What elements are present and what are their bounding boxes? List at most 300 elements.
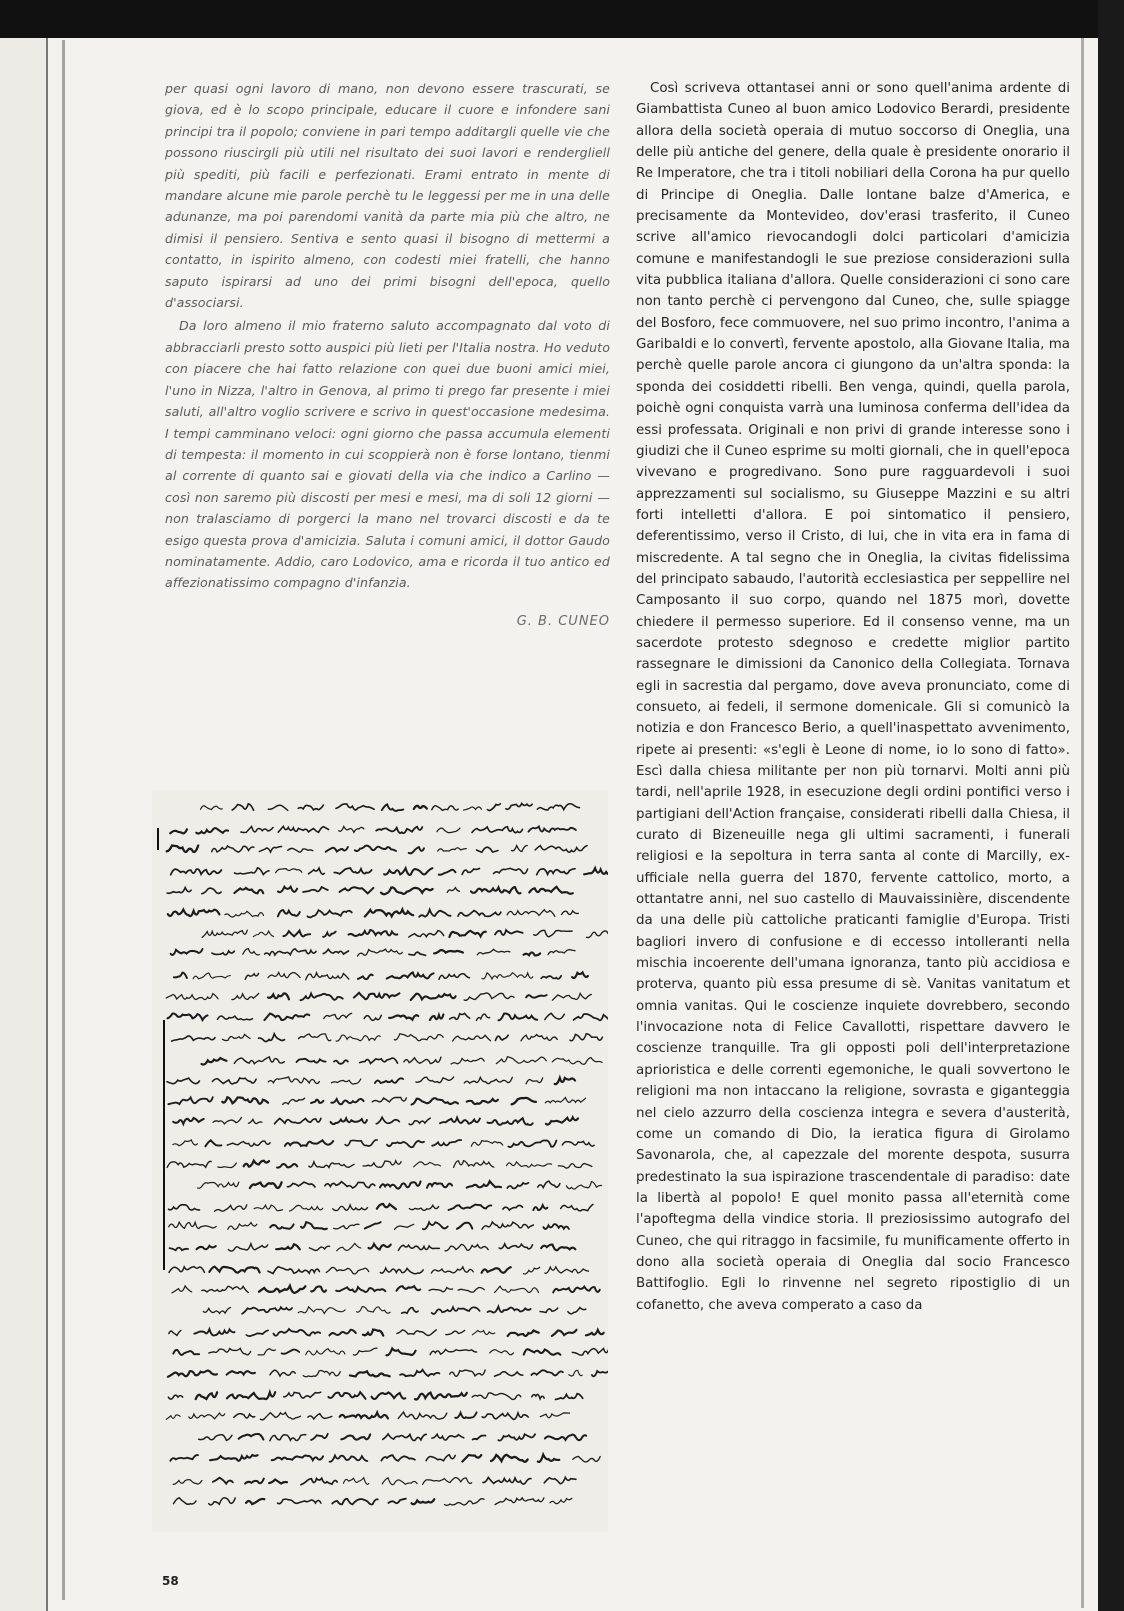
handwriting-stroke bbox=[173, 1140, 198, 1146]
handwriting-stroke bbox=[309, 868, 325, 874]
handwriting-stroke bbox=[170, 1248, 189, 1251]
handwriting-stroke bbox=[169, 1205, 200, 1210]
handwriting-stroke bbox=[345, 1140, 377, 1146]
handwriting-stroke bbox=[169, 1330, 181, 1335]
handwriting-stroke bbox=[546, 1117, 578, 1124]
handwriting-stroke bbox=[569, 1370, 582, 1376]
handwriting-stroke bbox=[545, 1267, 589, 1273]
handwriting-stroke bbox=[446, 1330, 465, 1334]
handwriting-stroke bbox=[511, 845, 527, 851]
handwriting-stroke bbox=[336, 1287, 385, 1292]
handwriting-stroke bbox=[170, 1455, 198, 1461]
handwriting-stroke bbox=[193, 973, 230, 979]
handwriting-stroke bbox=[275, 1118, 321, 1123]
handwriting-stroke bbox=[227, 1141, 270, 1146]
handwriting-stroke bbox=[572, 1348, 608, 1355]
handwriting-stroke bbox=[227, 1371, 255, 1375]
handwriting-stroke bbox=[298, 1034, 331, 1041]
letter-transcription bbox=[165, 78, 610, 629]
handwriting-stroke bbox=[284, 1392, 321, 1398]
handwriting-stroke bbox=[202, 1286, 249, 1292]
handwriting-stroke bbox=[287, 1182, 315, 1187]
handwriting-stroke bbox=[173, 1118, 204, 1124]
handwriting-stroke bbox=[477, 847, 499, 852]
handwriting-stroke bbox=[336, 804, 374, 810]
handwriting-stroke bbox=[324, 1013, 352, 1019]
handwriting-stroke bbox=[365, 1222, 381, 1228]
handwriting-stroke bbox=[431, 1267, 473, 1273]
handwriting-stroke bbox=[432, 1307, 480, 1314]
handwriting-stroke bbox=[521, 1035, 557, 1041]
handwriting-stroke bbox=[343, 1478, 368, 1485]
handwriting-stroke bbox=[297, 1059, 326, 1063]
handwriting-stroke bbox=[471, 887, 521, 893]
handwriting-stroke bbox=[592, 1370, 608, 1376]
handwriting-stroke bbox=[282, 1349, 300, 1353]
scan-left-border bbox=[0, 38, 48, 1611]
handwriting-stroke bbox=[415, 1393, 467, 1400]
handwriting-stroke bbox=[202, 930, 247, 937]
handwriting-stroke bbox=[363, 1330, 383, 1336]
handwriting-stroke bbox=[562, 911, 579, 915]
handwriting-stroke bbox=[331, 1118, 368, 1124]
handwriting-stroke bbox=[394, 1034, 443, 1041]
handwriting-stroke bbox=[432, 1140, 461, 1146]
handwriting-stroke bbox=[358, 949, 403, 956]
handwriting-stroke bbox=[340, 1413, 388, 1419]
handwriting-stroke bbox=[278, 1499, 321, 1504]
handwriting-stroke bbox=[254, 1205, 283, 1211]
handwriting-stroke bbox=[531, 1370, 563, 1375]
handwriting-stroke bbox=[213, 1478, 233, 1484]
handwriting-stroke bbox=[259, 1034, 285, 1042]
handwriting-stroke bbox=[212, 1078, 256, 1084]
handwriting-stroke bbox=[198, 1182, 239, 1188]
handwriting-stroke bbox=[572, 973, 588, 979]
handwriting-stroke bbox=[423, 1222, 448, 1229]
handwriting-stroke bbox=[222, 1034, 250, 1040]
handwriting-stroke bbox=[241, 827, 273, 833]
handwriting-stroke bbox=[265, 949, 316, 955]
handwriting-stroke bbox=[499, 1013, 538, 1020]
handwriting-stroke bbox=[499, 1244, 532, 1249]
handwriting-stroke bbox=[430, 1349, 477, 1354]
binding-edge bbox=[62, 40, 65, 1600]
handwriting-stroke bbox=[381, 1455, 415, 1461]
handwriting-stroke bbox=[358, 975, 373, 980]
handwriting-stroke bbox=[397, 1330, 436, 1336]
handwriting-stroke bbox=[402, 1308, 418, 1314]
handwriting-stroke bbox=[172, 1036, 215, 1041]
handwriting-stroke bbox=[495, 1498, 544, 1505]
handwriting-stroke bbox=[213, 1117, 242, 1124]
handwriting-stroke bbox=[364, 1015, 381, 1020]
handwriting-stroke bbox=[332, 1499, 378, 1505]
handwriting-stroke bbox=[268, 972, 300, 977]
handwriting-stroke bbox=[215, 1205, 247, 1211]
handwriting-stroke bbox=[365, 910, 413, 917]
handwriting-stroke bbox=[283, 1098, 305, 1104]
handwriting-stroke bbox=[283, 931, 310, 937]
handwriting-stroke bbox=[334, 1060, 348, 1064]
handwriting-stroke bbox=[429, 1288, 453, 1292]
handwriting-stroke bbox=[311, 1434, 328, 1440]
handwriting-stroke bbox=[507, 1183, 528, 1189]
handwriting-stroke bbox=[171, 949, 203, 955]
handwriting-stroke bbox=[301, 1478, 337, 1484]
handwriting-stroke bbox=[382, 804, 404, 811]
handwriting-stroke bbox=[482, 973, 533, 979]
handwriting-stroke bbox=[473, 1435, 486, 1439]
handwriting-stroke bbox=[269, 1480, 287, 1484]
handwriting-stroke bbox=[308, 1414, 332, 1419]
handwriting-stroke bbox=[309, 1246, 329, 1250]
handwriting-stroke bbox=[270, 1435, 306, 1441]
handwriting-stroke bbox=[307, 910, 351, 917]
handwriting-stroke bbox=[328, 1392, 365, 1399]
handwriting-stroke bbox=[169, 1222, 217, 1228]
handwriting-stroke bbox=[173, 1480, 202, 1485]
handwriting-stroke bbox=[409, 952, 426, 955]
handwriting-stroke bbox=[218, 1163, 237, 1168]
handwriting-stroke bbox=[495, 1372, 523, 1376]
handwriting-stroke bbox=[454, 1161, 494, 1168]
handwriting-stroke bbox=[288, 848, 313, 852]
handwriting-stroke bbox=[334, 1224, 359, 1229]
handwriting-stroke bbox=[303, 1370, 340, 1376]
handwriting-stroke bbox=[573, 1456, 600, 1462]
handwriting-stroke bbox=[268, 1267, 319, 1274]
handwriting-stroke bbox=[336, 1035, 380, 1041]
handwriting-stroke bbox=[437, 828, 460, 833]
handwriting-stroke bbox=[167, 888, 191, 894]
handwriting-stroke bbox=[250, 1182, 282, 1188]
handwriting-stroke bbox=[537, 804, 579, 810]
handwriting-stroke bbox=[201, 806, 223, 810]
handwriting-stroke bbox=[228, 1223, 257, 1230]
handwriting-stroke bbox=[245, 1479, 264, 1484]
handwriting-stroke bbox=[482, 1413, 528, 1419]
handwriting-stroke bbox=[495, 1286, 539, 1292]
handwriting-stroke bbox=[383, 1434, 427, 1441]
handwriting-stroke bbox=[273, 1329, 320, 1336]
handwriting-stroke bbox=[311, 1286, 326, 1291]
handwriting-stroke bbox=[439, 974, 470, 980]
handwriting-stroke bbox=[353, 1348, 377, 1355]
handwriting-stroke bbox=[414, 1162, 441, 1167]
handwriting-stroke bbox=[170, 829, 187, 833]
handwriting-stroke bbox=[450, 1013, 470, 1019]
handwriting-stroke bbox=[203, 1308, 230, 1314]
handwriting-stroke bbox=[290, 1205, 323, 1211]
handwriting-stroke bbox=[508, 1331, 539, 1337]
handwriting-stroke bbox=[574, 1014, 609, 1020]
handwriting-stroke bbox=[339, 827, 364, 833]
handwriting-stroke bbox=[246, 1330, 268, 1336]
handwriting-stroke bbox=[498, 1434, 535, 1440]
handwriting-stroke bbox=[372, 1097, 406, 1102]
handwriting-stroke bbox=[278, 826, 328, 832]
handwriting-stroke bbox=[462, 868, 479, 874]
handwriting-stroke bbox=[285, 1140, 333, 1146]
handwriting-stroke bbox=[496, 1035, 509, 1040]
handwriting-stroke bbox=[270, 1370, 295, 1376]
handwriting-stroke bbox=[400, 1370, 439, 1376]
handwriting-stroke bbox=[537, 869, 575, 875]
handwriting-stroke bbox=[354, 993, 400, 999]
handwriting-stroke bbox=[174, 973, 187, 978]
handwriting-stroke bbox=[541, 976, 561, 979]
handwriting-stroke bbox=[210, 1455, 258, 1461]
handwriting-stroke bbox=[427, 1183, 452, 1188]
handwriting-stroke bbox=[260, 1413, 300, 1420]
handwriting-stroke bbox=[568, 1308, 586, 1314]
handwriting-stroke bbox=[268, 993, 289, 999]
handwriting-stroke bbox=[323, 949, 348, 954]
handwriting-stroke bbox=[488, 1118, 533, 1125]
handwriting-stroke bbox=[340, 887, 374, 893]
handwriting-stroke bbox=[341, 1434, 370, 1439]
handwriting-stroke bbox=[533, 1205, 547, 1210]
handwriting-stroke bbox=[550, 1498, 572, 1503]
handwriting-icon bbox=[152, 790, 608, 1532]
handwriting-stroke bbox=[414, 806, 427, 809]
handwriting-stroke bbox=[234, 1414, 255, 1418]
handwriting-stroke bbox=[380, 1268, 423, 1274]
handwriting-stroke bbox=[472, 827, 523, 833]
handwriting-stroke bbox=[205, 1140, 221, 1146]
handwriting-stroke bbox=[259, 1286, 305, 1293]
handwriting-stroke bbox=[234, 888, 263, 893]
handwriting-stroke bbox=[350, 1371, 390, 1376]
handwriting-stroke bbox=[337, 1243, 361, 1250]
handwriting-stroke bbox=[301, 994, 343, 1001]
handwriting-stroke bbox=[544, 1477, 576, 1483]
handwriting-stroke bbox=[246, 1499, 264, 1504]
handwriting-stroke bbox=[167, 846, 199, 852]
handwriting-stroke bbox=[432, 1434, 464, 1440]
handwriting-stroke bbox=[309, 1162, 354, 1168]
handwriting-stroke bbox=[423, 1478, 472, 1485]
handwriting-stroke bbox=[457, 1223, 472, 1229]
handwriting-stroke bbox=[306, 1349, 345, 1355]
handwriting-stroke bbox=[449, 931, 485, 937]
handwriting-stroke bbox=[526, 1078, 543, 1084]
handwriting-stroke bbox=[278, 887, 297, 892]
handwriting-stroke bbox=[270, 1224, 294, 1228]
handwriting-stroke bbox=[451, 1058, 484, 1064]
handwriting-stroke bbox=[545, 1098, 585, 1103]
handwriting-stroke bbox=[412, 1098, 459, 1104]
article-paragraph: Così scriveva ottantasei anni or sono quell'anima ardente di Giambattista Cuneo al buon amico Lodovico Berardi, presidente allora della società operaia di mutuo soccorso di Oneglia, una delle più antiche del genere, della quale è presidente onorario il Re Imperatore, che tra i titoli nobiliari della Corona ha pur quello di Principe di Oneglia. Dalle lontane balze d'America, e precisamente da Montevideo, dov'erasi trasferito, il Cuneo scrive all'amico rievocandogli dolci particolari d'amicizia comune e manifestandogli le sue preziose considerazioni sulla vita pubblica italiana d'allora. Quelle considerazioni ci sono care non tanto perchè ci pervengono dal Cuneo, che, sulle spiagge del Bosforo, fece commuovere, nel suo primo incontro, l'anima a Garibaldi e lo convertì, fervente apostolo, alla Giovane Italia, ma perchè quelle parole ancora ci giungono da un'altra sponda: la sponda dei cosiddetti ribelli. Ben venga, quindi, quella parola, poichè ogni conquista varrà una luminosa conferma dell'idea da essi professata. Originali e non privi di grande interesse sono i giudizi che il Cuneo esprime su molti giornali, che in quell'epoca vivevano e progredivano. Sono pure ragguardevoli i suoi apprezzamenti sul socialismo, su Giuseppe Mazzini e su altri forti intelletti d'allora. E poi sintomatico il pensiero, deferentissimo, verso il Cristo, di lui, che in vita era in fama di miscredente. A tal segno che in Oneglia, la civitas fidelissima del principato sabaudo, l'autorità ecclesiastica per seppellire nel Camposanto il suo corpo, quando nel 1875 morì, dovette chiedere il permesso superiore. Ed il consenso venne, ma un sacerdote protesto sdegnoso e credette miglior partito rassegnare le dimissioni da Canonico della Collegiata. Tornava egli in sacrestia dal pergamo, dove aveva pronunciato, come di consueto, ai fedeli, il sermone domenicale. Gli si comunicò la notizia e don Francesco Berio, a quell'inaspettato avvenimento, ripete ai presenti: «s'egli è Leone di nome, io lo sono di fatto». Escì dalla chiesa militante per non più tornarvi. Molti anni più tardi, nell'aprile 1928, in esecuzione degli ordini pontifici verso i partigiani dell'Action française, considerati ribelli dalla Chiesa, il curato di Bizeneuille nega gli ultimi sacramenti, i funerali religiosi e la sepoltura in terra santa al conte di Marcilly, ex-ufficiale nella guerra del 1870, fervente cattolico, morto, a ottantatre anni, nel suo castello di Mauvaissinière, discendente da una delle più cattoliche praticanti famiglie d'Europa. Tristi bagliori invero di confusione e di eccesso intolleranti nella mischia incoerente dell'umana ignoranza, tanto più accidiosa e proterva, quanto più essa presume di sè. Vanitas vanitatum et omnia vanitas. Qui le coscienze inquiete dovrebbero, secondo l'invocazione nota di Felice Cavallotti, rispettare davvero le coscienze tranquille. Tra gli opposti poli dell'interpretazione aprioristica e delle correnti egemoniche, le quali sovvertono le religioni ma non intaccano la religione, sovrasta e giganteggia nel cielo azzurro della coscienza integra e severa d'austerità, come un comando di Dio, la ieratica figura di Girolamo Savonarola, che, al capezzale del morente despota, susurra predestinato la sua ispirazione trascendentale di paradiso: date la libertà al popolo! E quel monito passa all'eternità come l'apoftegma della vindice storia. Il preziosissimo autografo del Cuneo, che qui ritraggo in facsimile, fu munificamente offerto in dono alla società operaia di Oneglia dal socio Francesco Battifoglio. Egli lo rinvenne nel segreto ripostiglio di un cofanetto, che aveva comperato a caso da bbox=[636, 81, 1070, 1313]
handwriting-stroke bbox=[311, 1100, 323, 1103]
handwriting-stroke bbox=[586, 1330, 604, 1335]
handwriting-stroke bbox=[552, 993, 591, 1000]
handwriting-stroke bbox=[245, 973, 258, 979]
handwriting-stroke bbox=[375, 1078, 403, 1083]
handwriting-stroke bbox=[545, 1013, 565, 1019]
handwriting-stroke bbox=[488, 1307, 531, 1313]
handwriting-stroke bbox=[529, 887, 573, 894]
handwriting-stroke bbox=[331, 1079, 360, 1084]
handwriting-stroke bbox=[276, 1244, 300, 1249]
handwriting-stroke bbox=[472, 1331, 495, 1335]
handwriting-stroke bbox=[189, 1413, 225, 1419]
handwriting-stroke bbox=[553, 1287, 600, 1293]
handwriting-stroke bbox=[355, 846, 396, 851]
handwriting-stroke bbox=[464, 993, 514, 1000]
handwriting-stroke bbox=[389, 1015, 418, 1019]
handwriting-stroke bbox=[298, 805, 323, 810]
handwriting-stroke bbox=[398, 1412, 447, 1419]
handwriting-stroke bbox=[543, 1224, 569, 1229]
handwriting-stroke bbox=[508, 1140, 556, 1147]
handwriting-stroke bbox=[167, 1078, 200, 1084]
handwriting-stroke bbox=[377, 1204, 396, 1209]
handwriting-stroke bbox=[416, 1077, 454, 1083]
handwriting-stroke bbox=[222, 1097, 268, 1104]
handwriting-stroke bbox=[488, 804, 501, 811]
handwriting-stroke bbox=[167, 1161, 211, 1167]
handwriting-stroke bbox=[464, 1077, 512, 1083]
handwriting-stroke bbox=[376, 827, 422, 833]
handwriting-stroke bbox=[447, 888, 459, 893]
letter-paragraph: per quasi ogni lavoro di mano, non devono essere trascurati, se giova, ed è lo scopo principale, educare il cuore e infondere sani principi tra il popolo; conviene in pari tempo additargli quelle vie che possono riuscirgli più utili nel risultato dei suoi lavori e rendergliell più spediti, più facili e perfezionati. Erami entrato in mente di mandare alcune mie parole perchè tu le leggessi per me in una delle adunanze, ma poi parendomi vanità da parte mia più che altro, ne dimisi il pensiero. Sentiva e sento quasi il bisogno di mettermi a contatto, in ispirito almeno, con codesti miei fratelli, che hanno saputo ispirarsi ad uno dei primi bisogni dell'epoca, quello d'associarsi. bbox=[165, 81, 610, 311]
handwriting-stroke bbox=[540, 1308, 558, 1313]
handwriting-stroke bbox=[329, 1330, 355, 1336]
handwriting-stroke bbox=[453, 1035, 491, 1041]
handwriting-stroke bbox=[545, 1435, 586, 1441]
handwriting-stroke bbox=[482, 1222, 533, 1229]
scan-right-edge bbox=[1081, 38, 1084, 1608]
handwriting-stroke bbox=[278, 910, 300, 916]
handwriting-stroke bbox=[440, 1118, 480, 1124]
handwriting-stroke bbox=[467, 1181, 501, 1187]
handwriting-stroke bbox=[548, 950, 575, 955]
handwriting-stroke bbox=[259, 846, 281, 852]
letter-paragraph: Da loro almeno il mio fraterno saluto accompagnato dal voto di abbracciarli presto sotto auspici più lieti per l'Italia nostra. Ho veduto con piacere che hai fatto relazione con quei due buoni amici miei, l'uno in Nizza, l'altro in Genova, al primo ti prego far presente i miei saluti, all'altro voglio scrivere e scrivo in quest'occasione medesima. I tempi camminano veloci: ogni giorno che passa accumula elementi di tempesta: il momento in cui scoppierà non è forse lontano, tienmi al corrente di quanto sai e giovati della via che indico a Carlino — così non saremo più discosti per mesi e mesi, ma di soli 12 giorni — non tralasciamo di porgerci la mano nel trovarci discosti e da te esigo questa prova d'amicizia. Saluta i comuni amici, il dottor Gaudo nominatamente. Addio, caro Lodovico, ama e ricorda il tuo antico ed affezionatissimo compagno d'infanzia. bbox=[165, 318, 610, 591]
handwriting-stroke bbox=[268, 1077, 319, 1084]
handwriting-stroke bbox=[174, 1498, 197, 1505]
handwriting-stroke bbox=[384, 868, 432, 875]
handwriting-stroke bbox=[276, 869, 302, 873]
handwriting-stroke bbox=[395, 1224, 414, 1229]
handwriting-stroke bbox=[242, 1307, 292, 1314]
handwriting-stroke bbox=[491, 1455, 527, 1462]
handwriting-stroke bbox=[409, 1205, 438, 1210]
handwriting-stroke bbox=[409, 847, 424, 853]
handwriting-stroke bbox=[380, 1181, 421, 1188]
handwriting-stroke bbox=[449, 1205, 492, 1210]
handwriting-stroke bbox=[202, 888, 221, 893]
handwriting-stroke bbox=[541, 1245, 575, 1251]
handwriting-stroke bbox=[171, 869, 222, 875]
handwriting-stroke bbox=[535, 846, 587, 853]
handwriting-stroke bbox=[232, 993, 259, 999]
handwriting-stroke bbox=[209, 1267, 259, 1273]
handwriting-stroke bbox=[225, 911, 264, 917]
handwriting-stroke bbox=[570, 1034, 602, 1041]
handwriting-stroke bbox=[512, 1098, 536, 1104]
handwriting-stroke bbox=[386, 1349, 415, 1356]
handwriting-stroke bbox=[462, 1455, 481, 1462]
letter-signature: G. B. CUNEO bbox=[516, 613, 610, 629]
handwriting-stroke bbox=[173, 1350, 199, 1355]
handwriting-stroke bbox=[194, 1329, 234, 1335]
handwriting-stroke bbox=[507, 1162, 552, 1167]
handwriting-stroke bbox=[169, 1267, 204, 1273]
scan-top-border bbox=[0, 0, 1124, 38]
handwriting-stroke bbox=[409, 1118, 430, 1125]
handwriting-stroke bbox=[412, 1499, 435, 1504]
handwriting-stroke bbox=[258, 1349, 275, 1355]
handwriting-stroke bbox=[326, 847, 348, 852]
handwriting-stroke bbox=[357, 1307, 391, 1314]
handwriting-stroke bbox=[471, 1141, 502, 1147]
handwriting-stroke bbox=[528, 827, 576, 832]
handwriting-stroke bbox=[363, 1161, 401, 1168]
handwriting-stroke bbox=[555, 1078, 575, 1084]
handwriting-stroke bbox=[503, 1205, 523, 1210]
handwriting-stroke bbox=[556, 1394, 583, 1400]
handwriting-stroke bbox=[303, 887, 328, 892]
handwriting-stroke bbox=[445, 1244, 488, 1250]
handwriting-stroke bbox=[526, 995, 547, 998]
handwriting-stroke bbox=[323, 932, 336, 937]
handwriting-stroke bbox=[494, 868, 528, 873]
handwriting-stroke bbox=[490, 1350, 514, 1355]
handwriting-stroke bbox=[458, 911, 501, 917]
handwriting-stroke bbox=[426, 1455, 455, 1461]
handwriting-stroke bbox=[483, 1478, 531, 1485]
handwriting-stroke bbox=[168, 1097, 212, 1104]
handwriting-stroke bbox=[209, 1348, 251, 1355]
page-number: 58 bbox=[162, 1574, 179, 1588]
handwriting-stroke bbox=[306, 973, 349, 980]
handwriting-stroke bbox=[331, 1099, 363, 1104]
handwriting-stroke bbox=[464, 807, 482, 810]
handwriting-stroke bbox=[558, 1164, 592, 1169]
handwriting-stroke bbox=[168, 910, 220, 917]
handwriting-stroke bbox=[398, 1245, 439, 1250]
handwriting-stroke bbox=[388, 1499, 405, 1504]
handwriting-stroke bbox=[506, 804, 532, 810]
handwritten-letter-facsimile bbox=[152, 790, 608, 1532]
handwriting-stroke bbox=[409, 931, 444, 938]
handwriting-stroke bbox=[228, 1244, 267, 1251]
handwriting-stroke bbox=[199, 1435, 232, 1441]
handwriting-stroke bbox=[301, 1222, 327, 1229]
handwriting-stroke bbox=[360, 1058, 398, 1063]
handwriting-stroke bbox=[227, 1392, 275, 1399]
handwriting-stroke bbox=[432, 806, 458, 811]
handwriting-stroke bbox=[209, 1498, 236, 1505]
handwriting-stroke bbox=[202, 1058, 227, 1064]
handwriting-stroke bbox=[382, 1478, 417, 1485]
handwriting-stroke bbox=[467, 1099, 498, 1104]
handwriting-stroke bbox=[534, 930, 572, 936]
handwriting-stroke bbox=[540, 1413, 569, 1418]
handwriting-stroke bbox=[277, 1164, 297, 1168]
handwriting-stroke bbox=[476, 1014, 489, 1020]
article-body bbox=[636, 78, 1070, 1316]
handwriting-stroke bbox=[272, 1455, 324, 1460]
handwriting-stroke bbox=[248, 1119, 262, 1123]
handwriting-stroke bbox=[524, 1349, 561, 1355]
handwriting-stroke bbox=[253, 931, 273, 937]
handwriting-stroke bbox=[244, 1161, 269, 1167]
handwriting-stroke bbox=[562, 1141, 594, 1146]
